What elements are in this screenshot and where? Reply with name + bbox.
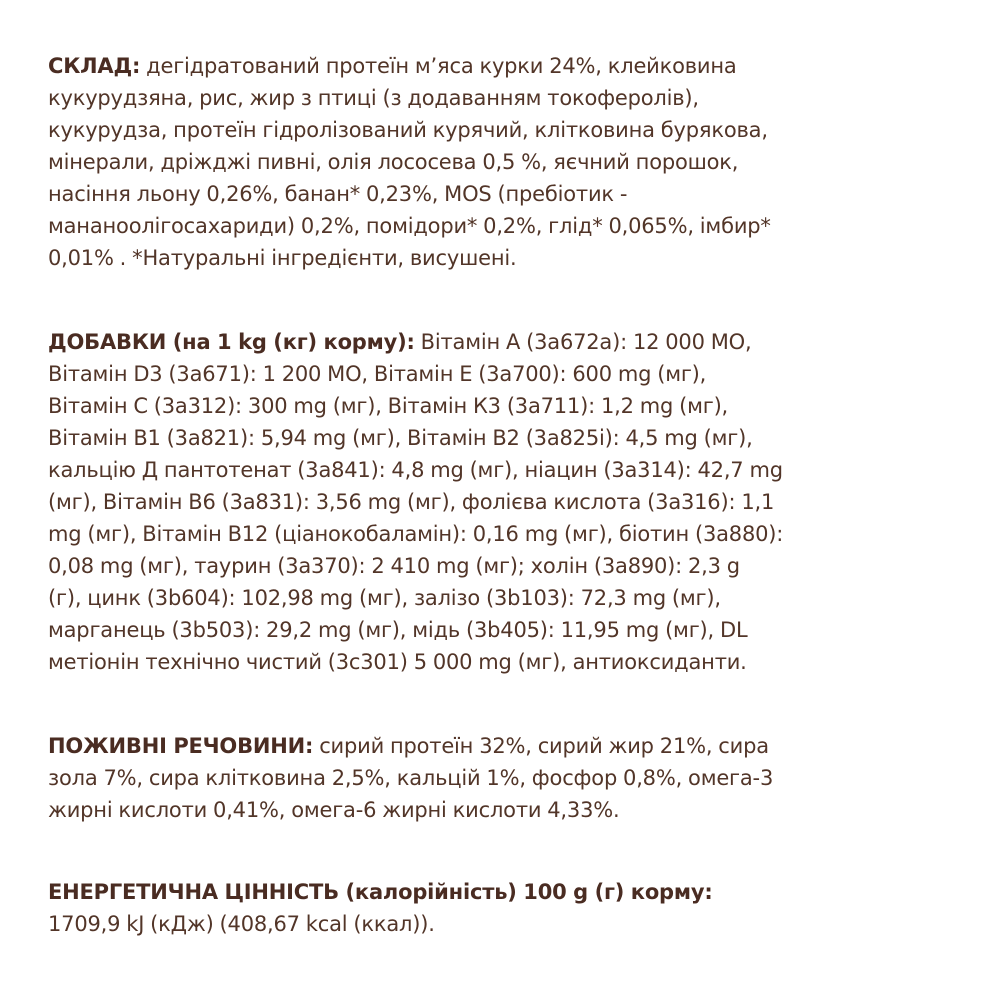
energy-section [48, 876, 968, 940]
additives-line-2: Вітамін D3 (3a671): 1 200 МО, Вітамін Е (3a700): 600 mg (мг), [48, 362, 707, 386]
additives-line-4: Вітамін В1 (3a821): 5,94 mg (мг), Вітамін В2 (3a825i): 4,5 mg (мг), [48, 426, 753, 450]
composition-line-7: 0,01% . *Натуральні інгредієнти, висушені. [48, 246, 517, 270]
nutrients-line-3: жирні кислоти 0,41%, омега-6 жирні кислоти 4,33%. [48, 798, 620, 822]
additives-line-5: кальцію Д пантотенат (3a841): 4,8 mg (мг), ніацин (3a314): 42,7 mg [48, 458, 783, 482]
nutrients-line-1 [48, 730, 968, 762]
nutrients-section [48, 730, 968, 826]
composition-text: дегідратований протеїн м’яса курки 24%, клейковина [140, 54, 737, 78]
nutrients-text: сирий протеїн 32%, сирий жир 21%, сира [313, 734, 769, 758]
additives-line-11: метіонін технічно чистий (3c301) 5 000 mg (мг), антиоксиданти. [48, 650, 747, 674]
additives-line-6: (мг), Вітамін В6 (3a831): 3,56 mg (мг), фолієва кислота (3a316): 1,1 [48, 490, 775, 514]
additives-line-7: mg (мг), Вітамін В12 (ціанокобаламін): 0,16 mg (мг), біотин (3a880): [48, 522, 784, 546]
energy-value: 1709,9 kJ (кДж) (408,67 kcal (ккал)). [48, 912, 435, 936]
additives-line-9: (г), цинк (3b604): 102,98 mg (мг), залізо (3b103): 72,3 mg (мг), [48, 586, 721, 610]
additives-line-3: Вітамін С (3a312): 300 mg (мг), Вітамін К3 (3a711): 1,2 mg (мг), [48, 394, 729, 418]
composition-section [48, 50, 968, 274]
composition-line-2: кукурудзяна, рис, жир з птиці (з додаванням токоферолів), [48, 86, 699, 110]
additives-text: Вітамін А (3a672a): 12 000 МО, [414, 330, 752, 354]
composition-line-4: мінерали, дріжджі пивні, олія лососева 0,5 %, яєчний порошок, [48, 150, 739, 174]
additives-line-1 [48, 326, 968, 358]
additives-section [48, 326, 968, 678]
nutrients-line-2: зола 7%, сира клітковина 2,5%, кальцій 1%, фосфор 0,8%, омега-3 [48, 766, 774, 790]
composition-line-6: мананоолігосахариди) 0,2%, помідори* 0,2%, глід* 0,065%, імбир* [48, 214, 771, 238]
composition-heading: СКЛАД: [48, 54, 141, 78]
nutrients-heading: ПОЖИВНІ РЕЧОВИНИ: [48, 734, 314, 758]
composition-line-1 [48, 50, 968, 82]
composition-line-3: кукурудза, протеїн гідролізований курячий, клітковина бурякова, [48, 118, 768, 142]
additives-heading: ДОБАВКИ (на 1 kg (кг) корму): [48, 330, 415, 354]
energy-heading: ЕНЕРГЕТИЧНА ЦІННІСТЬ (калорійність) 100 g (г) корму: [48, 880, 713, 904]
additives-line-10: марганець (3b503): 29,2 mg (мг), мідь (3b405): 11,95 mg (мг), DL [48, 618, 748, 642]
composition-line-5: насіння льону 0,26%, банан* 0,23%, MOS (пребіотик - [48, 182, 628, 206]
additives-line-8: 0,08 mg (мг), таурин (3a370): 2 410 mg (мг); холін (3a890): 2,3 g [48, 554, 740, 578]
